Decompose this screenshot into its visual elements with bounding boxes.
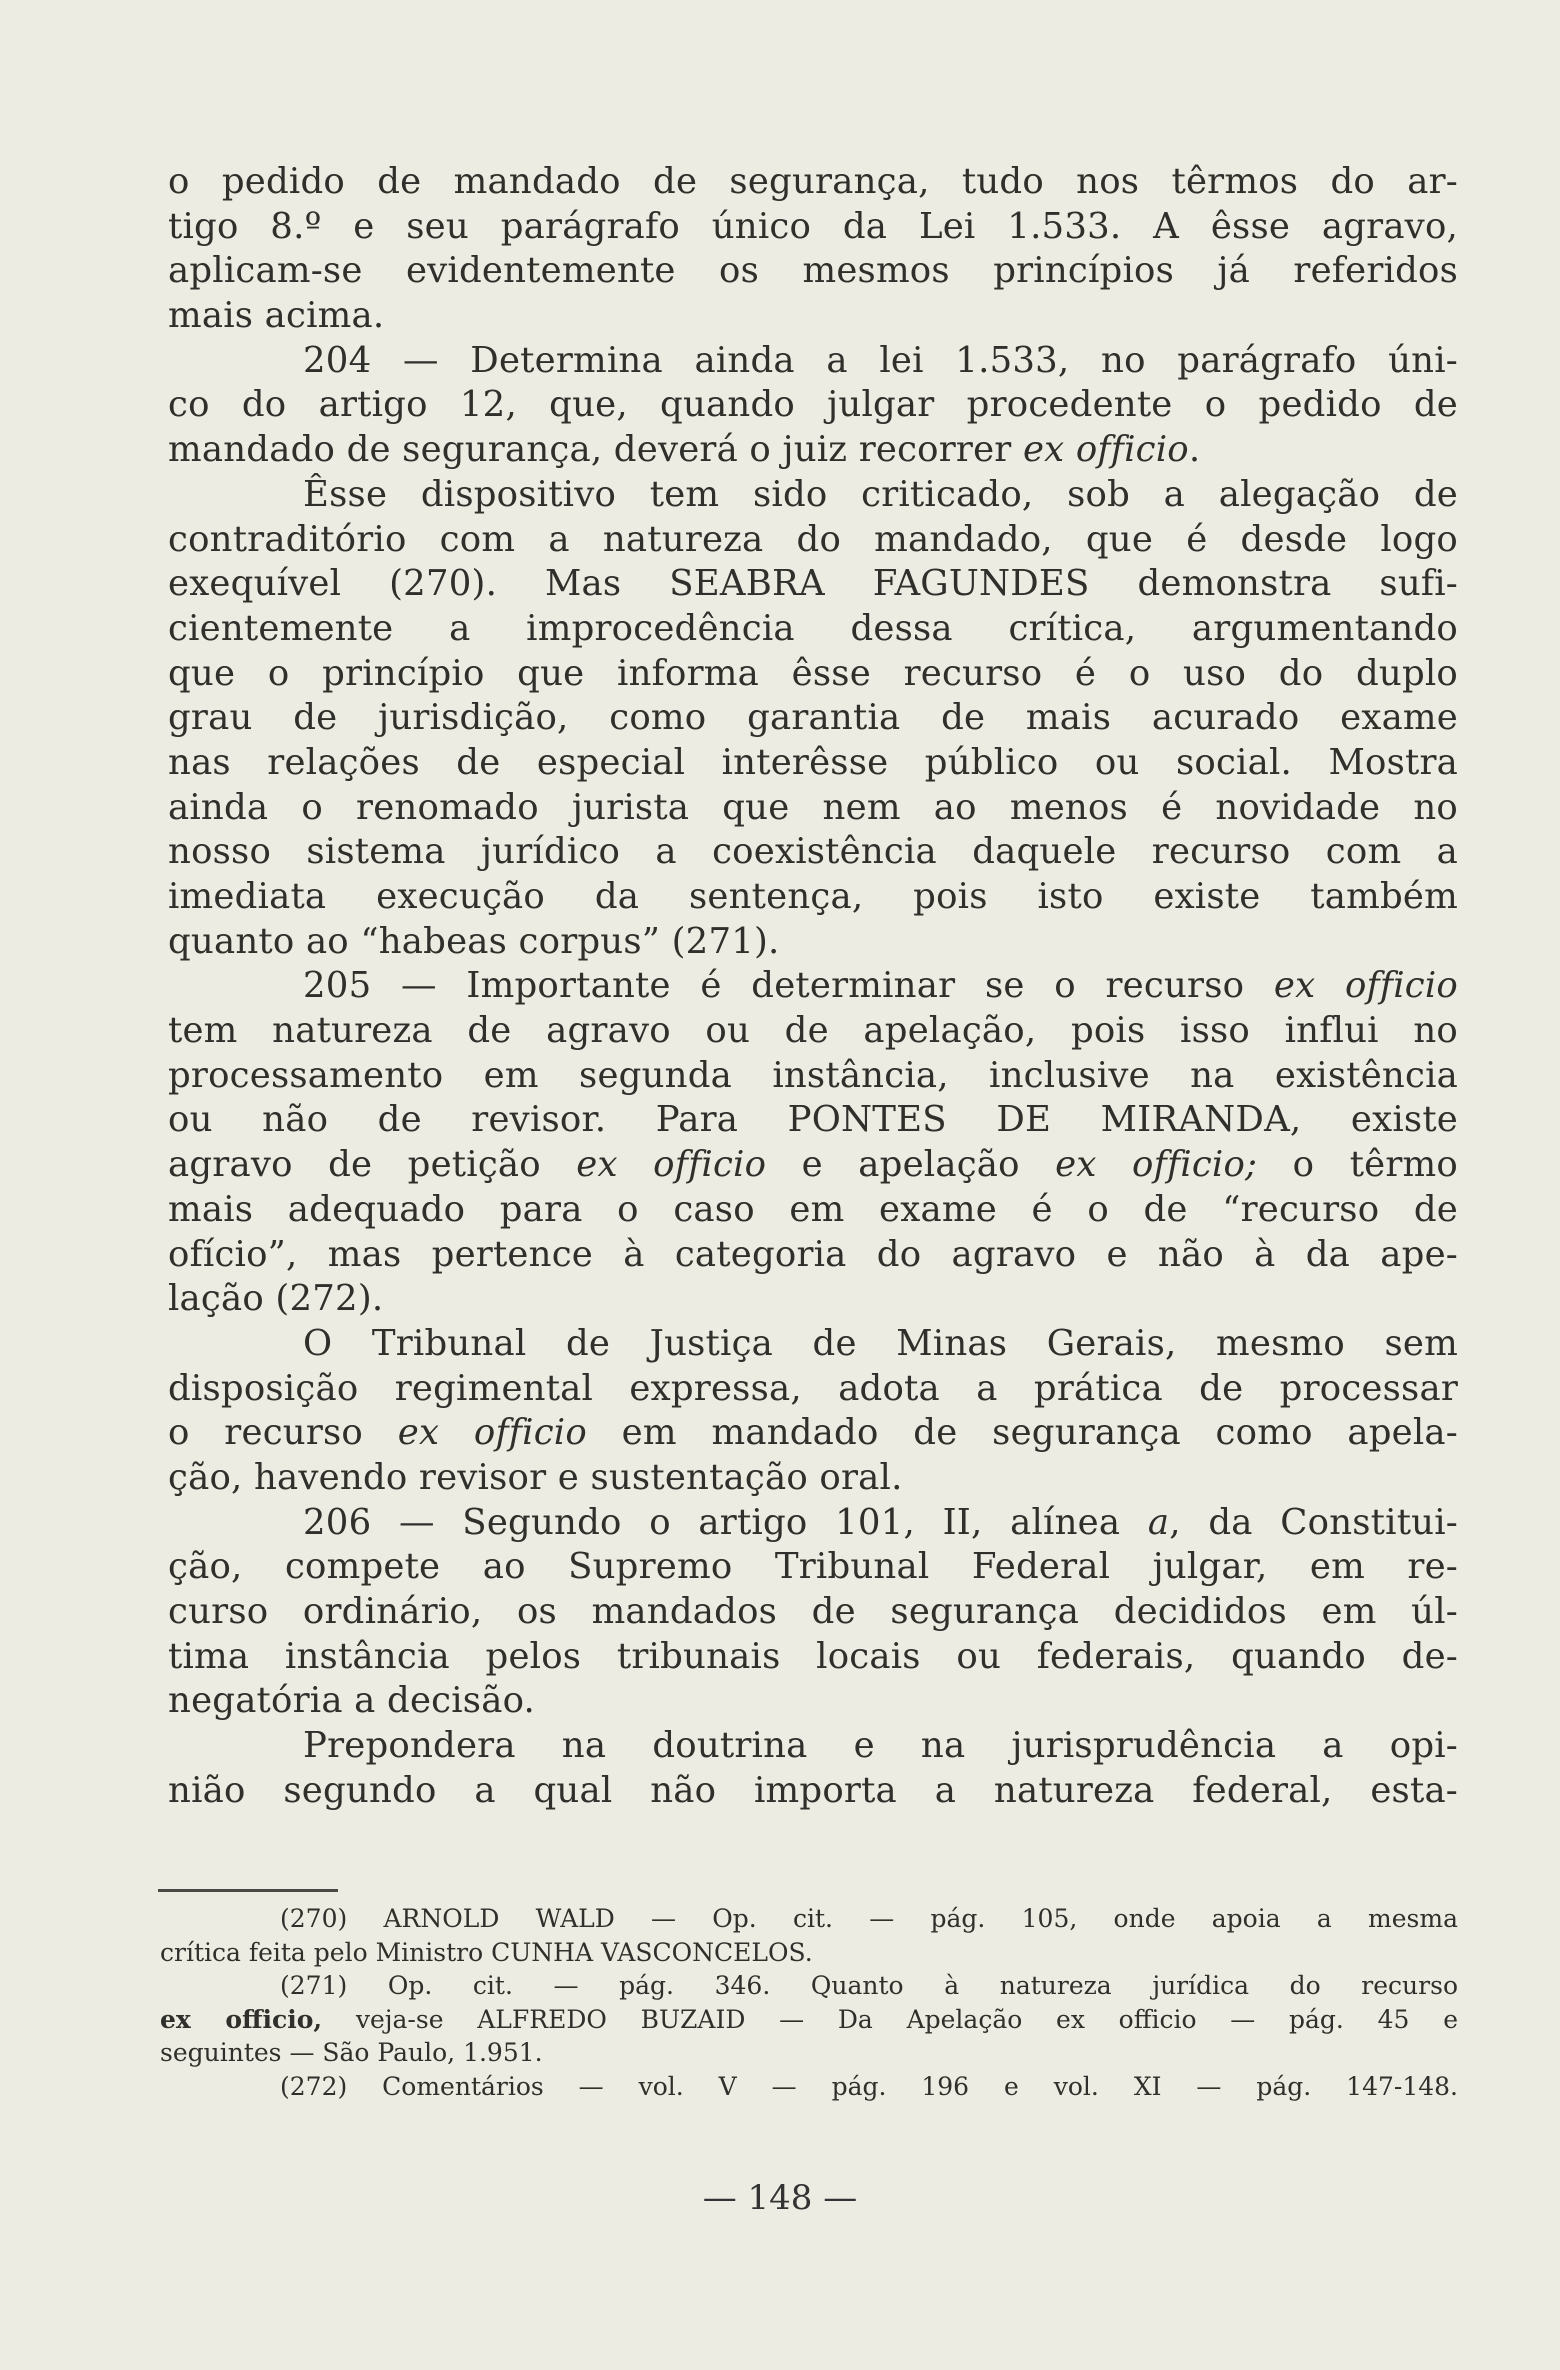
body-line (168, 1411, 1458, 1456)
bold-term: ex officio, (160, 2004, 323, 2034)
body-line (168, 1679, 1458, 1724)
line-text: que o princípio que informa êsse recurso é o uso do duplo (168, 652, 1458, 694)
line-text: O Tribunal de Justiça de Minas Gerais, mesmo sem (303, 1322, 1458, 1364)
line-text: 204 — Determina ainda a lei 1.533, no parágrafo úni- (303, 339, 1458, 381)
footnotes (160, 1902, 1458, 2103)
body-line (168, 518, 1458, 563)
body-line (168, 1277, 1458, 1322)
line-text: ou não de revisor. Para PONTES DE MIRANDA, existe (168, 1099, 1458, 1141)
body-line (168, 1233, 1458, 1278)
line-text: em mandado de segurança como apela- (586, 1412, 1458, 1454)
italic-term: a (1147, 1501, 1170, 1543)
body-line (168, 875, 1458, 920)
line-text: Êsse dispositivo tem sido criticado, sob a alegação de (303, 473, 1458, 515)
body-line (168, 696, 1458, 741)
body-text (168, 160, 1458, 1813)
line-text: 206 — Segundo o artigo 101, II, alínea (303, 1501, 1148, 1543)
line-text: contraditório com a natureza do mandado, que é desde logo (168, 518, 1458, 560)
line-text: aplicam-se evidentemente os mesmos princípios já referidos (168, 250, 1458, 292)
body-line (168, 428, 1458, 473)
line-text: mais acima. (168, 295, 385, 337)
body-line (168, 1054, 1458, 1099)
body-line (168, 1098, 1458, 1143)
line-text: Prepondera na doutrina e na jurisprudência a opi- (303, 1725, 1458, 1767)
paragraph-start (168, 1724, 1458, 1769)
line-text: quanto ao “habeas corpus” (271). (168, 920, 780, 962)
footnote-line (160, 2003, 1458, 2037)
line-text: o recurso (168, 1412, 398, 1454)
body-line (168, 205, 1458, 250)
line-text: cientemente a improcedência dessa crítica, argumentando (168, 607, 1458, 649)
line-text: lação (272). (168, 1278, 384, 1320)
line-text: curso ordinário, os mandados de segurança decididos em úl- (168, 1591, 1458, 1632)
footnote-text: veja-se ALFREDO BUZAID — Da Apelação ex officio — pág. 45 e (322, 2004, 1458, 2034)
body-line (168, 1635, 1458, 1680)
body-line (168, 830, 1458, 875)
italic-term: ex officio (1273, 965, 1458, 1007)
line-text: o pedido de mandado de segurança, tudo nos têrmos do ar- (168, 161, 1458, 202)
line-text: mandado de segurança, deverá o juiz recorrer (168, 429, 1023, 471)
line-text: co do artigo 12, que, quando julgar procedente o pedido de (168, 384, 1458, 426)
line-text: tigo 8.º e seu parágrafo único da Lei 1.533. A êsse agravo, (168, 205, 1458, 247)
footnote-text: seguintes — São Paulo, 1.951. (160, 2038, 543, 2067)
body-line (168, 1545, 1458, 1590)
line-text: ofício”, mas pertence à categoria do agravo e não à da ape- (168, 1233, 1458, 1275)
italic-term: ex officio (576, 1144, 767, 1186)
body-line (168, 562, 1458, 607)
paragraph-206-start (168, 1501, 1458, 1546)
paragraph-start (168, 473, 1458, 518)
body-line (168, 1590, 1458, 1635)
line-text: exequível (270). Mas SEABRA FAGUNDES demonstra sufi- (168, 563, 1458, 605)
line-text: mais adequado para o caso em exame é o de “recurso de (168, 1188, 1458, 1230)
body-line (168, 786, 1458, 831)
page-number: — 148 — (702, 2178, 858, 2218)
line-text: . (1188, 429, 1201, 471)
body-line (168, 1143, 1458, 1188)
line-text: processamento em segunda instância, inclusive na existência (168, 1054, 1458, 1096)
line-text: ainda o renomado jurista que nem ao menos é novidade no (168, 786, 1458, 828)
footnote-text: (270) ARNOLD WALD — Op. cit. — pág. 105, onde apoia a mesma (280, 1904, 1458, 1933)
footnote-separator-rule (158, 1889, 338, 1892)
body-line (168, 652, 1458, 697)
paragraph-205-start (168, 964, 1458, 1009)
italic-term: ex officio; (1055, 1144, 1258, 1186)
footnote-line (160, 2036, 1458, 2070)
line-text: agravo de petição (168, 1144, 577, 1186)
footnote-270 (160, 1902, 1458, 1936)
line-text: negatória a decisão. (168, 1680, 536, 1722)
body-line (168, 294, 1458, 339)
body-line (168, 383, 1458, 428)
body-line (168, 741, 1458, 786)
body-line (168, 1367, 1458, 1412)
body-line (168, 160, 1458, 205)
footnote-line (160, 1936, 1458, 1970)
line-text: imediata execução da sentença, pois isto existe também (168, 876, 1458, 917)
body-line (168, 1456, 1458, 1501)
body-line (168, 607, 1458, 652)
line-text: grau de jurisdição, como garantia de mais acurado exame (168, 697, 1458, 739)
line-text: , da Constitui- (1169, 1501, 1458, 1543)
footnote-text: crítica feita pelo Ministro CUNHA VASCONCELOS. (160, 1937, 813, 1967)
line-text: 205 — Importante é determinar se o recurso (303, 965, 1274, 1007)
line-text: nosso sistema jurídico a coexistência daquele recurso com a (168, 831, 1458, 873)
line-text: tima instância pelos tribunais locais ou federais, quando de- (168, 1635, 1458, 1677)
body-line (168, 1009, 1458, 1054)
italic-term: ex officio (1022, 429, 1189, 471)
footnote-text: (272) Comentários — vol. V — pág. 196 e vol. XI — pág. 147-148. (280, 2071, 1458, 2101)
line-text: e apelação (766, 1144, 1056, 1186)
paragraph-204-start (168, 339, 1458, 384)
italic-term: ex officio (397, 1412, 587, 1454)
footnote-272 (160, 2070, 1458, 2104)
paragraph-start (168, 1322, 1458, 1367)
body-line (168, 1769, 1458, 1814)
line-text: nas relações de especial interêsse público ou social. Mostra (168, 741, 1458, 783)
body-line (168, 1188, 1458, 1233)
footnote-text: (271) Op. cit. — pág. 346. Quanto à natureza jurídica do recurso (280, 1971, 1458, 2000)
body-line (168, 249, 1458, 294)
line-text: ção, compete ao Supremo Tribunal Federal julgar, em re- (168, 1546, 1458, 1588)
line-text: tem natureza de agravo ou de apelação, pois isso influi no (168, 1010, 1458, 1052)
line-text: o têrmo (1257, 1144, 1458, 1186)
line-text: ção, havendo revisor e sustentação oral. (168, 1456, 903, 1498)
line-text: nião segundo a qual não importa a natureza federal, esta- (168, 1769, 1458, 1811)
footnote-271 (160, 1969, 1458, 2003)
body-line (168, 920, 1458, 965)
line-text: disposição regimental expressa, adota a prática de processar (168, 1367, 1458, 1409)
